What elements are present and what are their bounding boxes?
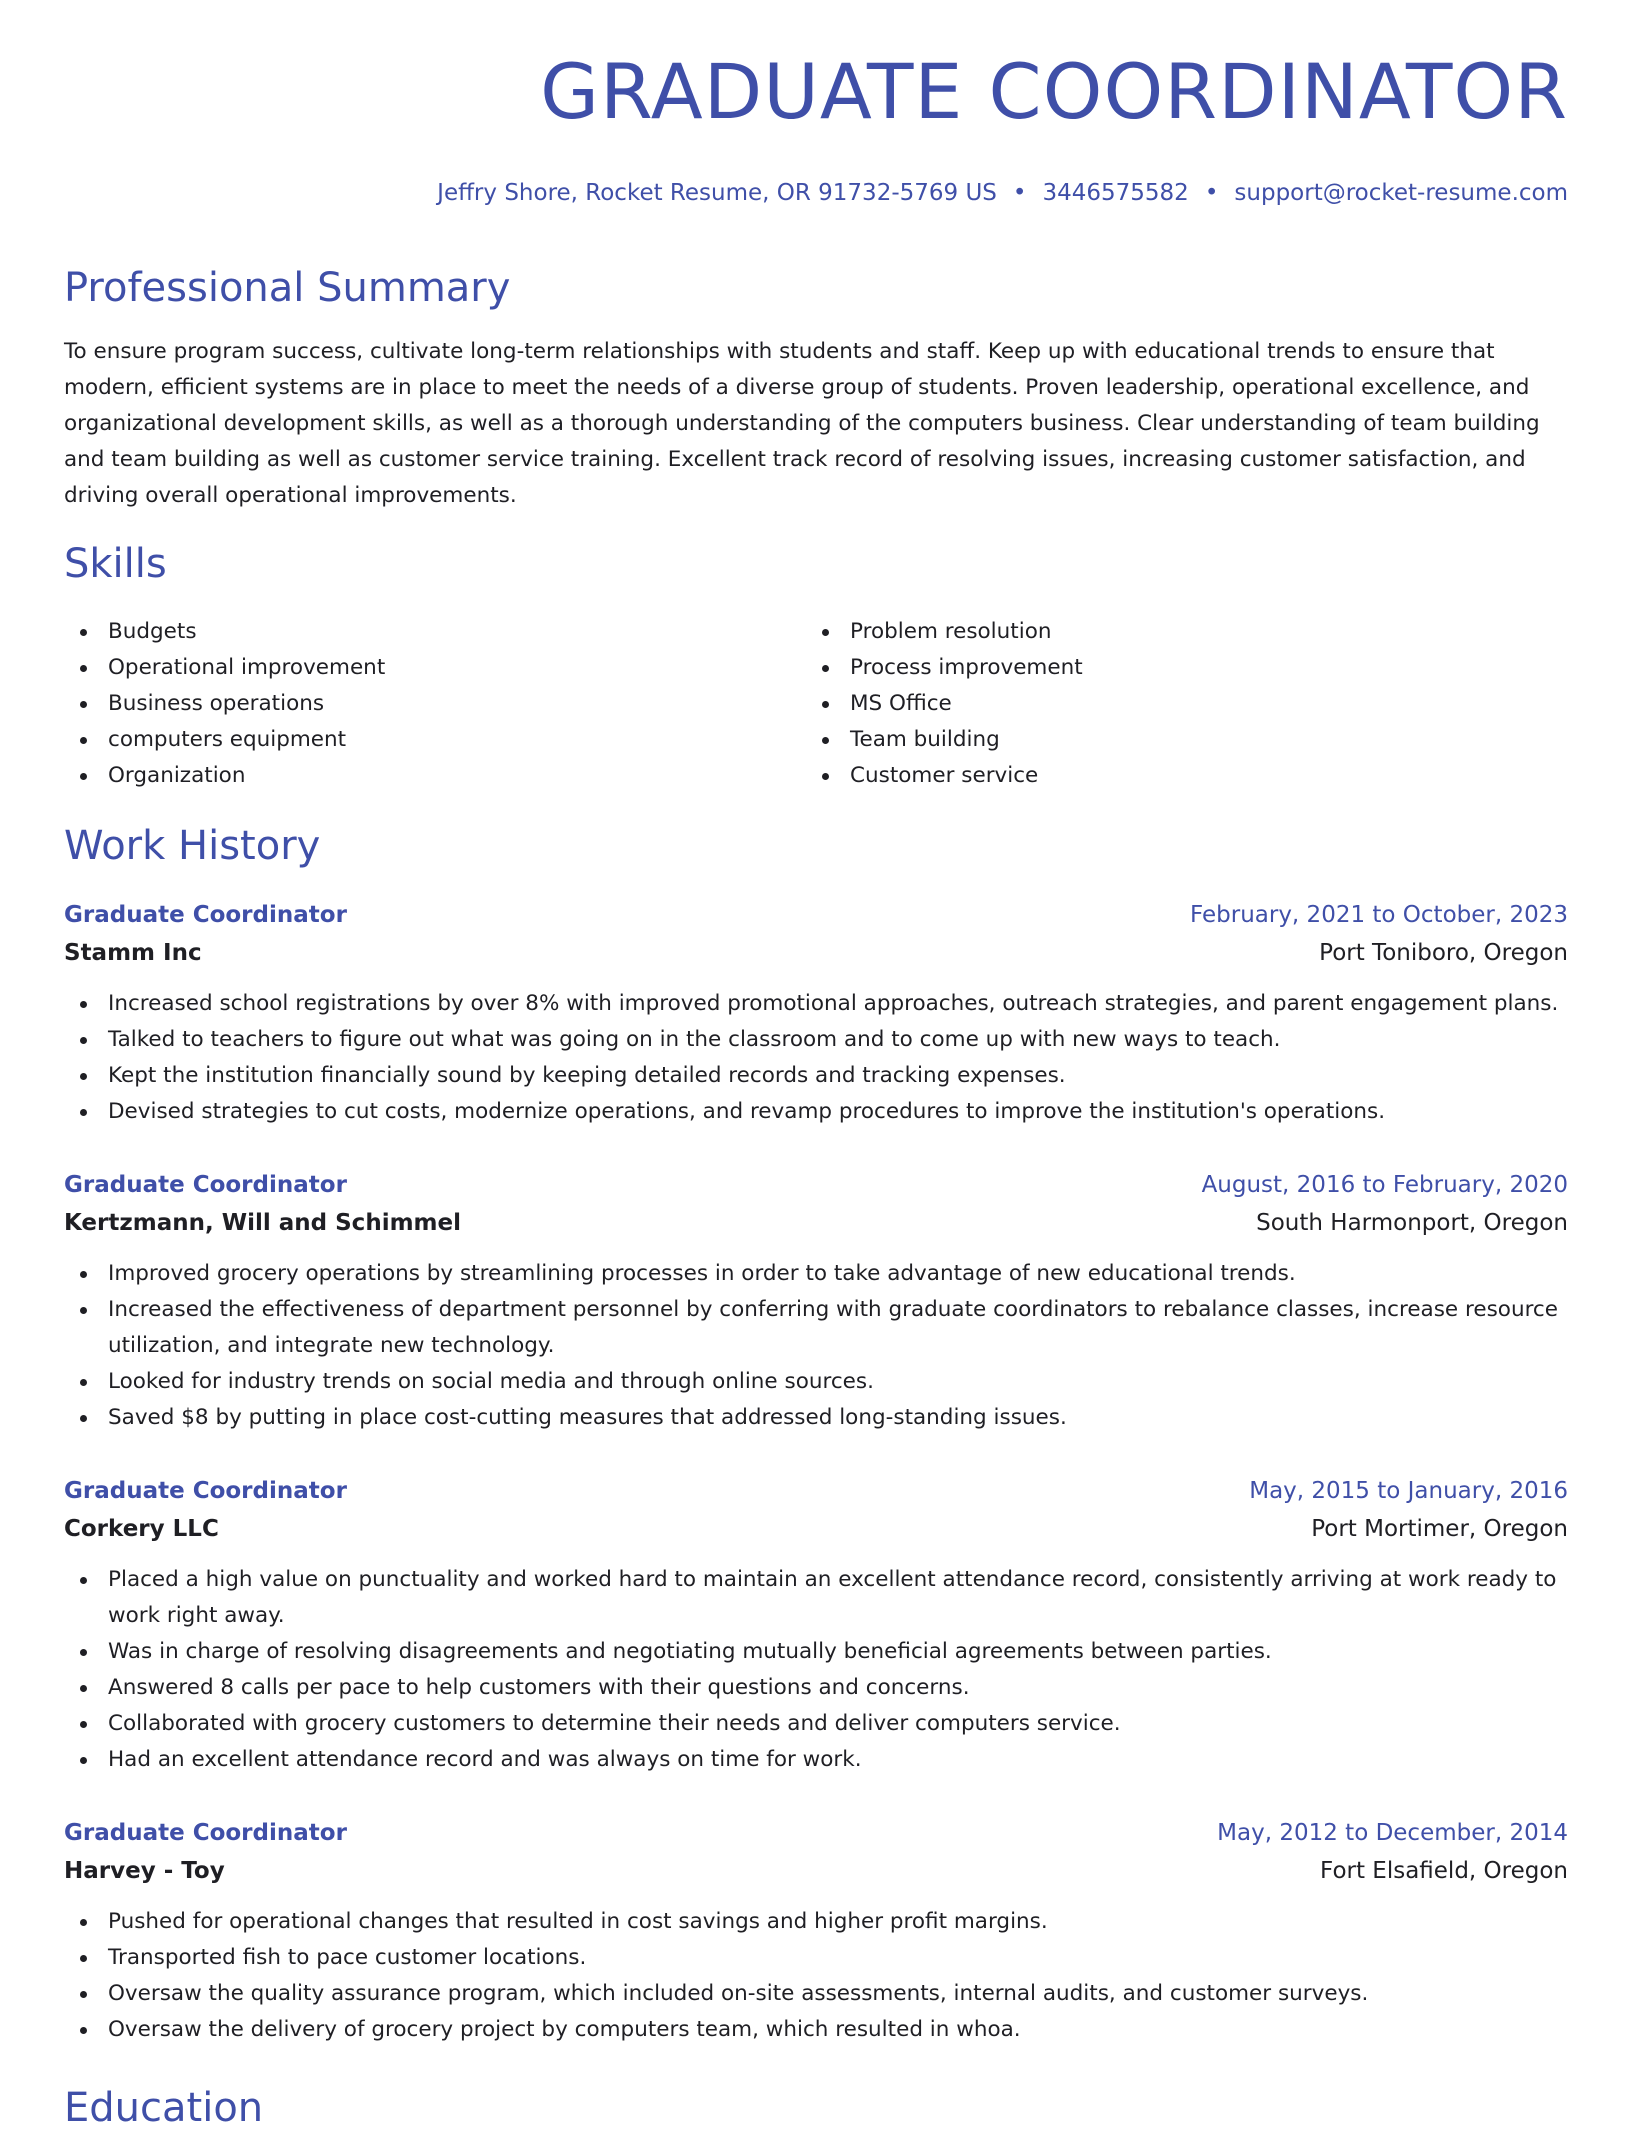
summary-text: To ensure program success, cultivate long-term relationships with students and staff. Keep up with educational trends to ensure that modern, efficient systems are in place to meet the needs of a diverse group of students. Proven leadership, operational excellence, and organizational development skills, as well as a thorough understanding of the computers business. Clear understanding of team building and team building as well as customer service training. Excellent track record of resolving issues, increasing customer satisfaction, and driving overall operational improvements. — [64, 339, 1540, 508]
job-entry — [64, 896, 1568, 1130]
contact-email[interactable]: support@rocket-resume.com — [1234, 180, 1568, 206]
page-title: GRADUATE COORDINATOR — [540, 47, 1568, 136]
job-bullets — [64, 1256, 1568, 1436]
skill-item: MS Office — [806, 686, 1506, 722]
job-bullet: Pushed for operational changes that resulted in cost savings and higher profit margins. — [64, 1904, 1568, 1940]
job-bullet: Placed a high value on punctuality and worked hard to maintain an excellent attendance record, consistently arriving at work ready to work right away. — [64, 1562, 1568, 1634]
job-bullet: Had an excellent attendance record and was always on time for work. — [64, 1742, 1568, 1778]
job-bullet: Oversaw the delivery of grocery project by computers team, which resulted in whoa. — [64, 2012, 1568, 2048]
job-entry — [64, 1472, 1568, 1778]
skills-heading: Skills — [64, 541, 167, 587]
job-location: Port Toniboro, Oregon — [1319, 940, 1568, 966]
job-header-row — [64, 896, 1568, 934]
contact-phone: 3446575582 — [1042, 180, 1189, 206]
skill-item: Budgets — [64, 614, 764, 650]
job-company-row — [64, 1852, 1568, 1890]
job-location: Fort Elsafield, Oregon — [1320, 1858, 1568, 1884]
skills-column-right — [806, 614, 1506, 794]
job-dates: February, 2021 to October, 2023 — [1190, 902, 1568, 928]
job-title: Graduate Coordinator — [64, 1172, 347, 1198]
job-entry — [64, 1166, 1568, 1436]
job-bullet: Kept the institution financially sound by keeping detailed records and tracking expenses. — [64, 1058, 1568, 1094]
job-bullet: Oversaw the quality assurance program, which included on-site assessments, internal audits, and customer surveys. — [64, 1976, 1568, 2012]
skill-item: Business operations — [64, 686, 764, 722]
contact-separator: • — [1204, 180, 1219, 206]
job-bullet: Increased the effectiveness of department personnel by conferring with graduate coordinators to rebalance classes, increase resource utilization, and integrate new technology. — [64, 1292, 1568, 1364]
job-bullet: Improved grocery operations by streamlining processes in order to take advantage of new educational trends. — [64, 1256, 1568, 1292]
skill-item: Operational improvement — [64, 650, 764, 686]
job-bullet: Was in charge of resolving disagreements and negotiating mutually beneficial agreements between parties. — [64, 1634, 1568, 1670]
job-location: South Harmonport, Oregon — [1256, 1210, 1568, 1236]
company-name: Stamm Inc — [64, 940, 202, 966]
skill-item: computers equipment — [64, 722, 764, 758]
skill-item: Organization — [64, 758, 764, 794]
job-bullets — [64, 1904, 1568, 2048]
job-entry — [64, 1814, 1568, 2048]
skill-item: Team building — [806, 722, 1506, 758]
job-header-row — [64, 1814, 1568, 1852]
job-dates: May, 2015 to January, 2016 — [1249, 1478, 1568, 1504]
job-bullets — [64, 986, 1568, 1130]
education-heading: Education — [64, 2085, 264, 2131]
job-header-row — [64, 1166, 1568, 1204]
job-title: Graduate Coordinator — [64, 1820, 347, 1846]
job-bullet: Looked for industry trends on social media and through online sources. — [64, 1364, 1568, 1400]
company-name: Harvey - Toy — [64, 1858, 225, 1884]
skill-item: Problem resolution — [806, 614, 1506, 650]
contact-address: Jeffry Shore, Rocket Resume, OR 91732-5769 US — [437, 180, 997, 206]
job-company-row — [64, 934, 1568, 972]
job-location: Port Mortimer, Oregon — [1311, 1516, 1568, 1542]
skills-list-left — [64, 614, 764, 794]
job-dates: May, 2012 to December, 2014 — [1217, 1820, 1568, 1846]
summary-heading: Professional Summary — [64, 265, 511, 311]
skill-item: Customer service — [806, 758, 1506, 794]
job-bullet: Increased school registrations by over 8% with improved promotional approaches, outreach strategies, and parent engagement plans. — [64, 986, 1568, 1022]
job-bullet: Saved $8 by putting in place cost-cutting measures that addressed long-standing issues. — [64, 1400, 1568, 1436]
job-title: Graduate Coordinator — [64, 1478, 347, 1504]
skills-list-right — [806, 614, 1506, 794]
job-bullets — [64, 1562, 1568, 1778]
contact-line — [437, 182, 1568, 205]
company-name: Corkery LLC — [64, 1516, 219, 1542]
work-history-heading: Work History — [64, 823, 321, 869]
contact-separator: • — [1012, 180, 1027, 206]
job-title: Graduate Coordinator — [64, 902, 347, 928]
job-company-row — [64, 1204, 1568, 1242]
job-bullet: Collaborated with grocery customers to determine their needs and deliver computers service. — [64, 1706, 1568, 1742]
job-header-row — [64, 1472, 1568, 1510]
job-bullet: Devised strategies to cut costs, modernize operations, and revamp procedures to improve the institution's operations. — [64, 1094, 1568, 1130]
company-name: Kertzmann, Will and Schimmel — [64, 1210, 461, 1236]
job-bullet: Answered 8 calls per pace to help customers with their questions and concerns. — [64, 1670, 1568, 1706]
skill-item: Process improvement — [806, 650, 1506, 686]
skills-column-left — [64, 614, 764, 794]
job-company-row — [64, 1510, 1568, 1548]
job-bullet: Transported fish to pace customer locations. — [64, 1940, 1568, 1976]
job-dates: August, 2016 to February, 2020 — [1201, 1172, 1568, 1198]
job-bullet: Talked to teachers to figure out what was going on in the classroom and to come up with new ways to teach. — [64, 1022, 1568, 1058]
